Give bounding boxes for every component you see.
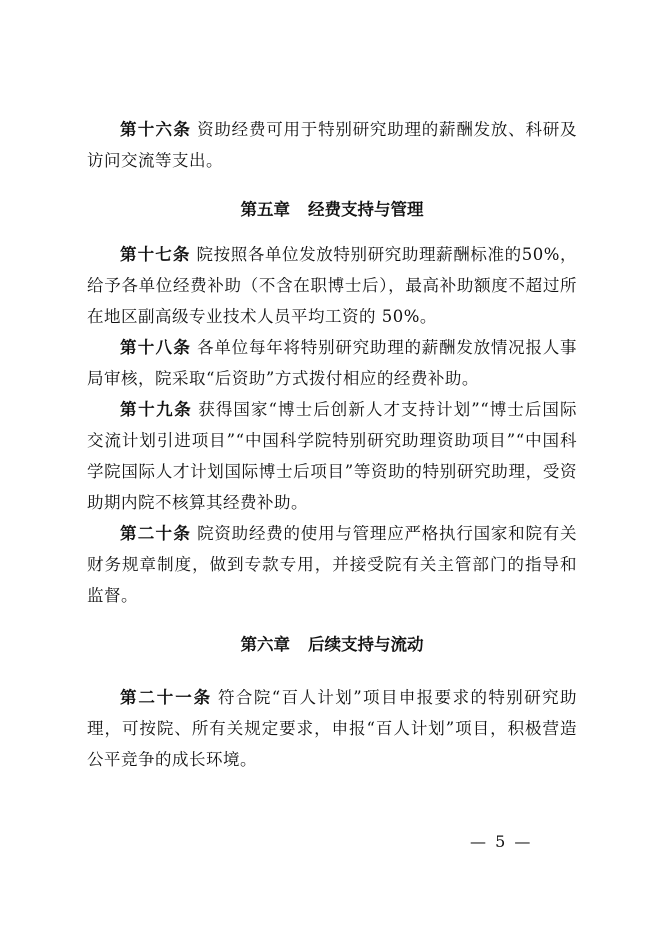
chapter-6-title: 后续支持与流动 — [308, 635, 424, 654]
article-20-label: 第二十条 — [120, 524, 192, 543]
chapter-5-heading — [87, 194, 577, 225]
article-19-label: 第十九条 — [120, 400, 193, 419]
article-18-text: 各单位每年将特别研究助理的薪酬发放情况报人事局审核，院采取“后资助”方式拨付相应的经费补助。 — [87, 338, 578, 388]
article-21-label: 第二十一条 — [120, 688, 213, 707]
chapter-6-number: 第六章 — [240, 635, 290, 654]
article-18-label: 第十八条 — [120, 338, 192, 357]
article-20 — [87, 518, 577, 611]
page-number: — 5 — — [470, 832, 533, 851]
article-19 — [87, 394, 577, 518]
article-17 — [87, 239, 577, 332]
article-21 — [87, 682, 577, 775]
article-19-text: 获得国家“博士后创新人才支持计划”“博士后国际交流计划引进项目”“中国科学院特别研究助理资助项目”“中国科学院国际人才计划国际博士后项目”等资助的特别研究助理，受资助期内院不核算其经费补助。 — [87, 400, 578, 512]
article-17-label: 第十七条 — [120, 245, 191, 264]
chapter-5-title: 经费支持与管理 — [308, 200, 424, 219]
article-20-text: 院资助经费的使用与管理应严格执行国家和院有关财务规章制度，做到专款专用，并接受院有关主管部门的指导和监督。 — [87, 524, 578, 605]
article-16-text: 资助经费可用于特别研究助理的薪酬发放、科研及访问交流等支出。 — [87, 120, 578, 170]
article-17-text: 院按照各单位发放特别研究助理薪酬标准的50%，给予各单位经费补助（不含在职博士后），最高补助额度不超过所在地区副高级专业技术人员平均工资的 50%。 — [87, 245, 577, 326]
article-21-text: 符合院“百人计划”项目申报要求的特别研究助理，可按院、所有关规定要求，申报“百人计划”项目，积极营造公平竞争的成长环境。 — [87, 688, 578, 769]
article-16 — [87, 114, 577, 176]
document-body — [87, 114, 577, 775]
chapter-5-number: 第五章 — [240, 200, 290, 219]
article-18 — [87, 332, 577, 394]
chapter-6-heading — [87, 629, 577, 660]
article-16-label: 第十六条 — [120, 120, 192, 139]
